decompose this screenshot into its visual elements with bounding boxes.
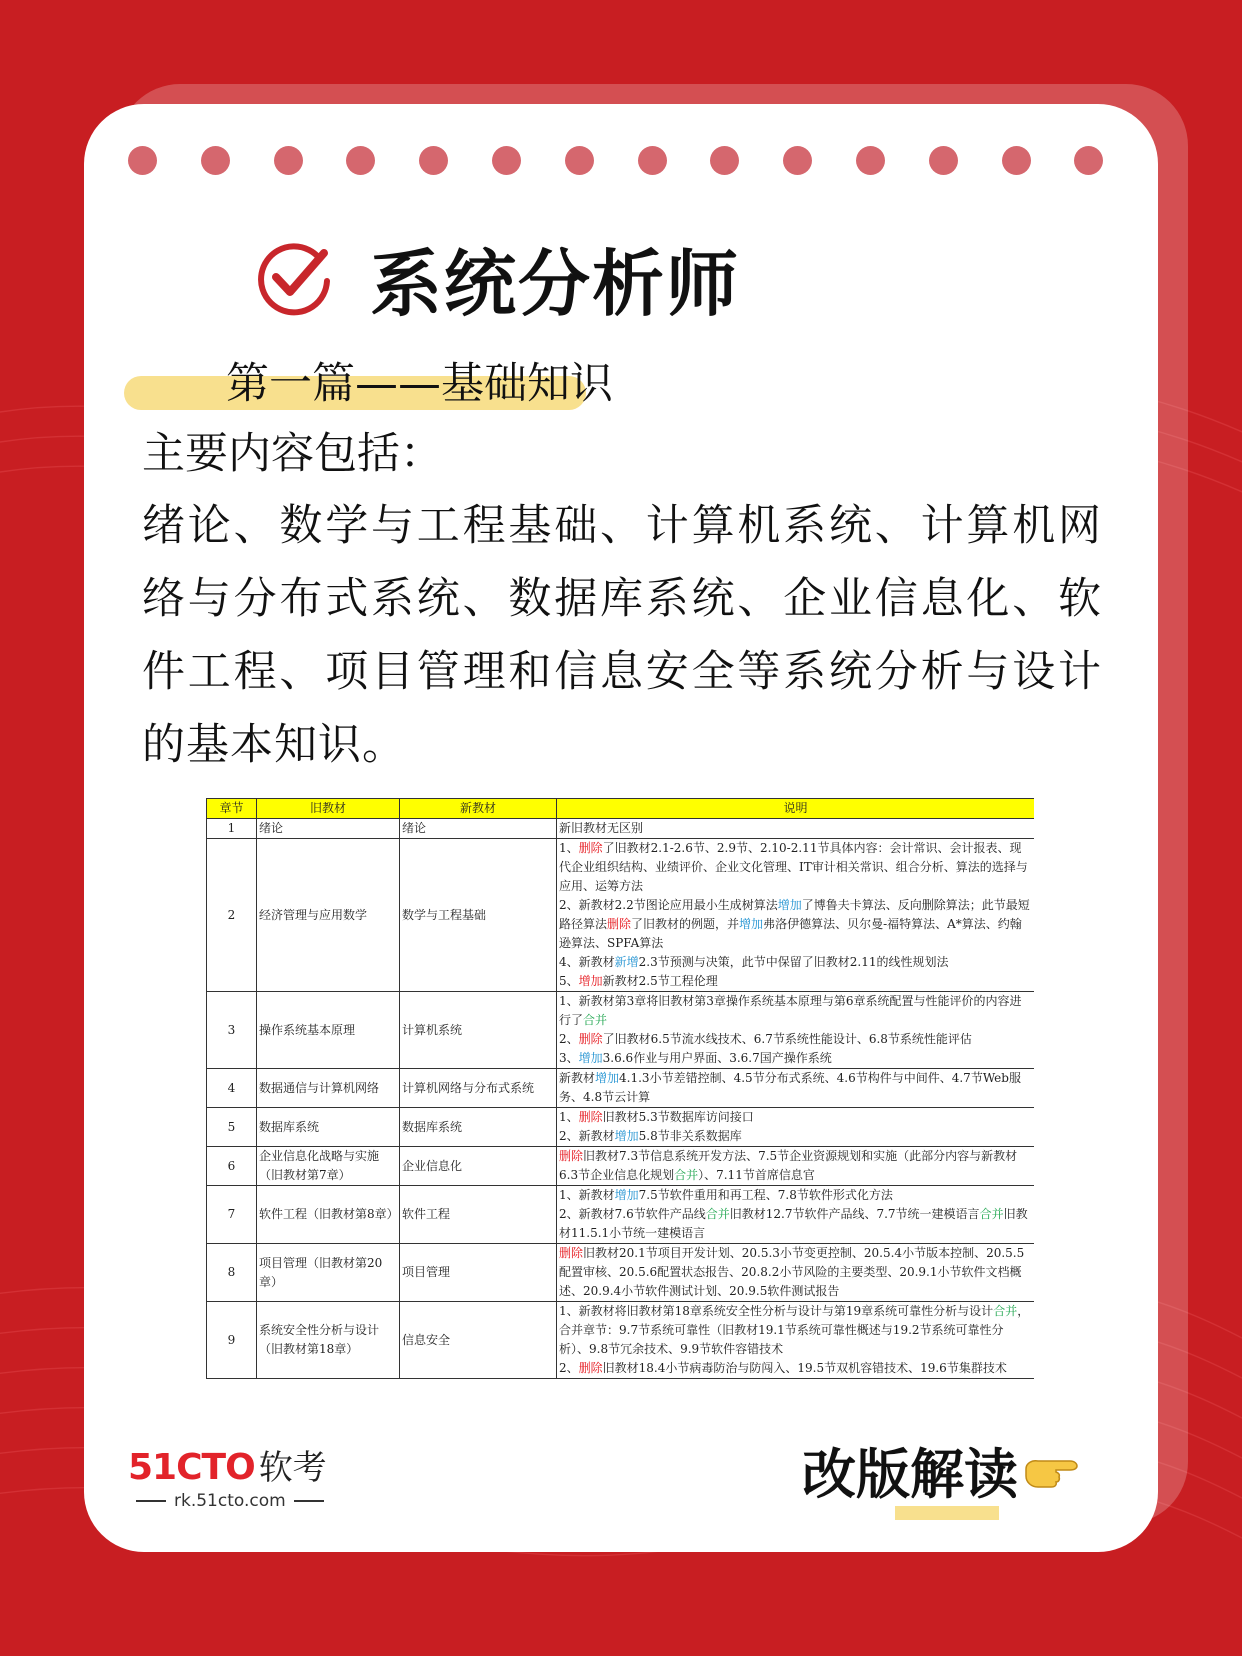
binder-hole [565,146,594,175]
cell-old-textbook: 系统安全性分析与设计（旧教材第18章） [257,1302,400,1379]
cell-notes [557,1302,1035,1379]
note-text: 1、 [559,1110,579,1124]
table-row [207,1186,1035,1244]
subtitle-block [124,350,613,411]
check-circle-icon [254,237,336,319]
cell-new-textbook: 信息安全 [400,1302,557,1379]
note-keyword: 删除 [559,1149,584,1163]
cell-notes [557,819,1035,839]
brand-url: rk.51cto.com [174,1491,286,1511]
comparison-table [206,798,1034,1379]
note-keyword: 合并 [979,1207,1004,1221]
note-text: 5.8节非关系数据库 [638,1129,742,1143]
note-line [559,896,1032,953]
binder-hole [419,146,448,175]
note-keyword: 新增 [614,955,639,969]
note-text: 了旧教材的例题，并 [631,917,740,931]
note-keyword: 合并 [705,1207,730,1221]
binder-hole [783,146,812,175]
binder-hole [856,146,885,175]
note-keyword: 删除 [578,1110,603,1124]
column-header-chapter: 章节 [207,799,257,819]
cell-chapter: 4 [207,1069,257,1108]
cell-chapter: 5 [207,1108,257,1147]
note-text: ，合并章节：9.7节系统可靠性（旧教材19.1节系统可靠性概述与19.2节系统可靠性分析）、9.8节冗余技术、9.9节软件容错技术 [559,1304,1030,1356]
note-text: 旧教材7.3节信息系统开发方法、7.5节企业资源规划和实施（此部分内容与新教材6.3节企业信息化规划 [559,1149,1018,1182]
note-text: 5、 [559,974,579,988]
note-text: 了旧教材6.5节流水线技术、6.7节系统性能设计、6.8节系统性能评估 [602,1032,972,1046]
revision-highlight [895,1506,999,1520]
note-line [559,1302,1032,1359]
cell-new-textbook: 软件工程 [400,1186,557,1244]
note-keyword: 删除 [578,1361,603,1375]
note-text: 2、新教材 [559,1129,615,1143]
note-text: 旧教材20.1节项目开发计划、20.5.3小节变更控制、20.5.4小节版本控制、20.5.5配置审核、20.5.6配置状态报告、20.8.2小节风险的主要类型、20.9.1小节软件文档概述、20.9.4小节软件测试计划、20.9.5软件测试报告 [559,1246,1025,1298]
cell-old-textbook: 经济管理与应用数学 [257,839,400,992]
note-text: 2、 [559,1361,579,1375]
note-line [559,1030,1032,1049]
cell-new-textbook: 绪论 [400,819,557,839]
cell-chapter: 2 [207,839,257,992]
note-keyword: 增加 [614,1129,639,1143]
title-row [254,228,740,328]
page-title: 系统分析师 [370,242,741,326]
binder-holes [128,146,1114,176]
cell-new-textbook: 数据库系统 [400,1108,557,1147]
note-line [559,1244,1032,1301]
note-text: 旧教材18.4小节病毒防治与防闯入、19.5节双机容错技术、19.6节集群技术 [602,1361,1007,1375]
table-row [207,819,1035,839]
binder-hole [710,146,739,175]
table-row [207,1147,1035,1186]
note-line [559,1359,1032,1378]
intro-block [142,424,1102,782]
binder-hole [1002,146,1031,175]
table-row [207,1244,1035,1302]
table-row [207,839,1035,992]
note-text: 旧教材11.5.1小节统一建模语言 [559,1207,1028,1240]
note-keyword: 合并 [583,1013,608,1027]
note-keyword: 合并 [993,1304,1018,1318]
note-text: 旧教材12.7节软件产品线、7.7节统一建模语言 [729,1207,980,1221]
note-text: 2、新教材7.6节软件产品线 [559,1207,706,1221]
note-text: 新教材 [559,1071,596,1085]
note-line [559,953,1032,972]
note-text: 新教材2.5节工程伦理 [602,974,718,988]
note-text: 弗洛伊德算法、贝尔曼-福特算法、A*算法、约翰逊算法、SPFA算法 [559,917,1022,950]
cell-new-textbook: 项目管理 [400,1244,557,1302]
note-keyword: 增加 [578,1051,603,1065]
cell-notes [557,1244,1035,1302]
cell-old-textbook: 绪论 [257,819,400,839]
note-text: 了博鲁夫卡算法、反向删除算法；此节最短路径算法 [559,898,1030,931]
column-header-old: 旧教材 [257,799,400,819]
notebook-card [84,104,1158,1552]
note-keyword: 删除 [559,1246,584,1260]
note-text: 3.6.6作业与用户界面、3.6.7国产操作系统 [602,1051,832,1065]
cell-chapter: 7 [207,1186,257,1244]
cell-notes [557,992,1035,1069]
cell-chapter: 8 [207,1244,257,1302]
note-line [559,1127,1032,1146]
cell-new-textbook: 企业信息化 [400,1147,557,1186]
cell-chapter: 9 [207,1302,257,1379]
cell-new-textbook: 数学与工程基础 [400,839,557,992]
divider [136,1500,166,1502]
note-text: 1、新教材第3章将旧教材第3章操作系统基本原理与第6章系统配置与性能评价的内容进行了 [559,994,1022,1027]
intro-body: 绪论、数学与工程基础、计算机系统、计算机网络与分布式系统、数据库系统、企业信息化、软件工程、项目管理和信息安全等系统分析与设计的基本知识。 [142,501,1102,770]
table-row [207,1069,1035,1108]
revision-label-block [802,1432,1084,1509]
cell-notes [557,1069,1035,1108]
brand-number: 51CTO [128,1447,255,1488]
column-header-new: 新教材 [400,799,557,819]
note-keyword: 删除 [578,841,603,855]
table-row [207,1108,1035,1147]
cell-notes [557,1186,1035,1244]
note-text: 新旧教材无区别 [559,821,644,835]
note-keyword: 增加 [614,1188,639,1202]
binder-hole [1074,146,1103,175]
cell-old-textbook: 项目管理（旧教材第20章） [257,1244,400,1302]
revision-label: 改版解读 [802,1443,1018,1506]
brand-logo [128,1440,358,1511]
note-line [559,1049,1032,1068]
note-line [559,972,1032,991]
note-text: 4.1.3小节差错控制、4.5节分布式系统、4.6节构件与中间件、4.7节Web服务、4.8节云计算 [559,1071,1021,1104]
table-row [207,992,1035,1069]
binder-hole [128,146,157,175]
cell-chapter: 1 [207,819,257,839]
note-line [559,839,1032,896]
cell-chapter: 6 [207,1147,257,1186]
note-line [559,1147,1032,1185]
note-text: ）、7.11节首席信息官 [698,1168,815,1182]
note-keyword: 增加 [595,1071,620,1085]
binder-hole [638,146,667,175]
note-keyword: 删除 [578,1032,603,1046]
comparison-table-image [206,798,1034,1426]
cell-old-textbook: 软件工程（旧教材第8章） [257,1186,400,1244]
binder-hole [346,146,375,175]
cell-old-textbook: 操作系统基本原理 [257,992,400,1069]
binder-hole [201,146,230,175]
binder-hole [929,146,958,175]
cell-new-textbook: 计算机系统 [400,992,557,1069]
table-body [207,819,1035,1379]
cell-old-textbook: 数据通信与计算机网络 [257,1069,400,1108]
note-text: 4、新教材 [559,955,615,969]
note-line [559,819,1032,838]
note-keyword: 增加 [739,917,764,931]
column-header-notes: 说明 [557,799,1035,819]
note-line [559,1108,1032,1127]
note-line [559,992,1032,1030]
note-text: 旧教材5.3节数据库访问接口 [602,1110,754,1124]
cell-notes [557,839,1035,992]
binder-hole [274,146,303,175]
note-text: 1、新教材 [559,1188,615,1202]
cell-notes [557,1108,1035,1147]
note-keyword: 删除 [607,917,632,931]
note-keyword: 增加 [777,898,802,912]
note-text: 了旧教材2.1-2.6节、2.9节、2.10-2.11节具体内容：会计常识、会计报表、现代企业组织结构、业绩评价、企业文化管理、IT审计相关常识、组合分析、算法的选择与应用、运筹方法 [559,841,1028,893]
pointing-hand-icon [1022,1451,1084,1491]
note-text: 2、新教材2.2节图论应用最小生成树算法 [559,898,778,912]
note-text: 2、 [559,1032,579,1046]
brand-name: 软考 [258,1448,327,1488]
note-keyword: 增加 [578,974,603,988]
note-line [559,1186,1032,1205]
note-text: 7.5节软件重用和再工程、7.8节软件形式化方法 [638,1188,893,1202]
table-header-row [207,799,1035,819]
cell-new-textbook: 计算机网络与分布式系统 [400,1069,557,1108]
note-keyword: 合并 [674,1168,699,1182]
note-text: 3、 [559,1051,579,1065]
note-text: 1、新教材将旧教材第18章系统安全性分析与设计与第19章系统可靠性分析与设计 [559,1304,994,1318]
divider [294,1500,324,1502]
table-row [207,1302,1035,1379]
intro-label: 主要内容包括： [142,429,443,479]
note-line [559,1069,1032,1107]
cell-chapter: 3 [207,992,257,1069]
cell-old-textbook: 数据库系统 [257,1108,400,1147]
note-line [559,1205,1032,1243]
subtitle: 第一篇——基础知识 [226,359,613,409]
cell-old-textbook: 企业信息化战略与实施（旧教材第7章） [257,1147,400,1186]
binder-hole [492,146,521,175]
note-text: 1、 [559,841,579,855]
cell-notes [557,1147,1035,1186]
note-text: 2.3节预测与决策，此节中保留了旧教材2.11的线性规划法 [638,955,949,969]
